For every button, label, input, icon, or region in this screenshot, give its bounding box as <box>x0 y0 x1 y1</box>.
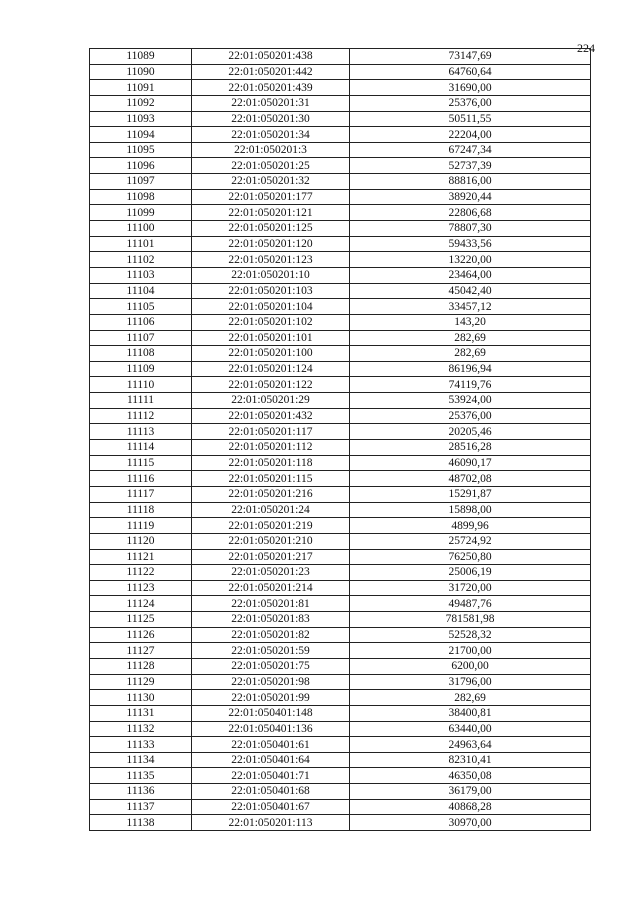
row-number-cell: 11089 <box>90 49 192 65</box>
table-row <box>90 95 591 111</box>
table-row <box>90 377 591 393</box>
cadastral-value-cell: 25724,92 <box>350 533 591 549</box>
cadastral-value-cell: 40868,28 <box>350 799 591 815</box>
cadastral-value-cell: 21700,00 <box>350 643 591 659</box>
row-number-cell: 11093 <box>90 111 192 127</box>
table-row <box>90 721 591 737</box>
row-number-cell: 11107 <box>90 330 192 346</box>
table-row <box>90 80 591 96</box>
cadastral-value-cell: 15898,00 <box>350 502 591 518</box>
table-row <box>90 330 591 346</box>
cadastral-number-cell: 22:01:050401:68 <box>192 784 350 800</box>
cadastral-number-cell: 22:01:050401:67 <box>192 799 350 815</box>
table-row <box>90 612 591 628</box>
row-number-cell: 11091 <box>90 80 192 96</box>
table-row <box>90 518 591 534</box>
table-row <box>90 361 591 377</box>
cadastral-value-cell: 22204,00 <box>350 127 591 143</box>
row-number-cell: 11123 <box>90 580 192 596</box>
row-number-cell: 11095 <box>90 142 192 158</box>
table-row <box>90 267 591 283</box>
cadastral-value-cell: 63440,00 <box>350 721 591 737</box>
table-row <box>90 549 591 565</box>
table-body <box>90 49 591 831</box>
table-row <box>90 674 591 690</box>
cadastral-value-cell: 282,69 <box>350 330 591 346</box>
cadastral-number-cell: 22:01:050201:432 <box>192 408 350 424</box>
table-row <box>90 737 591 753</box>
table-row <box>90 799 591 815</box>
cadastral-value-cell: 38400,81 <box>350 705 591 721</box>
table-row <box>90 784 591 800</box>
cadastral-value-cell: 49487,76 <box>350 596 591 612</box>
cadastral-number-cell: 22:01:050201:210 <box>192 533 350 549</box>
cadastral-value-cell: 25006,19 <box>350 565 591 581</box>
cadastral-number-cell: 22:01:050201:59 <box>192 643 350 659</box>
row-number-cell: 11136 <box>90 784 192 800</box>
table-row <box>90 580 591 596</box>
row-number-cell: 11135 <box>90 768 192 784</box>
cadastral-number-cell: 22:01:050201:123 <box>192 252 350 268</box>
cadastral-value-cell: 28516,28 <box>350 440 591 456</box>
cadastral-number-cell: 22:01:050201:121 <box>192 205 350 221</box>
cadastral-number-cell: 22:01:050201:29 <box>192 393 350 409</box>
table-row <box>90 111 591 127</box>
cadastral-value-cell: 76250,80 <box>350 549 591 565</box>
row-number-cell: 11109 <box>90 361 192 377</box>
cadastral-value-cell: 282,69 <box>350 346 591 362</box>
table-row <box>90 299 591 315</box>
row-number-cell: 11114 <box>90 440 192 456</box>
row-number-cell: 11115 <box>90 455 192 471</box>
table-row <box>90 643 591 659</box>
cadastral-value-cell: 59433,56 <box>350 236 591 252</box>
table-row <box>90 705 591 721</box>
row-number-cell: 11112 <box>90 408 192 424</box>
cadastral-value-cell: 64760,64 <box>350 64 591 80</box>
cadastral-value-table <box>89 48 591 831</box>
cadastral-number-cell: 22:01:050201:100 <box>192 346 350 362</box>
cadastral-number-cell: 22:01:050201:98 <box>192 674 350 690</box>
cadastral-number-cell: 22:01:050201:24 <box>192 502 350 518</box>
table-row <box>90 486 591 502</box>
table-row <box>90 408 591 424</box>
cadastral-value-cell: 50511,55 <box>350 111 591 127</box>
cadastral-value-cell: 781581,98 <box>350 612 591 628</box>
cadastral-number-cell: 22:01:050201:34 <box>192 127 350 143</box>
cadastral-value-cell: 82310,41 <box>350 752 591 768</box>
row-number-cell: 11108 <box>90 346 192 362</box>
table-row <box>90 596 591 612</box>
table-row <box>90 252 591 268</box>
table-row <box>90 393 591 409</box>
table-row <box>90 221 591 237</box>
table-row <box>90 752 591 768</box>
row-number-cell: 11119 <box>90 518 192 534</box>
row-number-cell: 11138 <box>90 815 192 831</box>
row-number-cell: 11104 <box>90 283 192 299</box>
row-number-cell: 11113 <box>90 424 192 440</box>
row-number-cell: 11110 <box>90 377 192 393</box>
table-row <box>90 142 591 158</box>
cadastral-number-cell: 22:01:050201:32 <box>192 174 350 190</box>
row-number-cell: 11120 <box>90 533 192 549</box>
cadastral-number-cell: 22:01:050201:115 <box>192 471 350 487</box>
table-row <box>90 189 591 205</box>
row-number-cell: 11128 <box>90 658 192 674</box>
cadastral-number-cell: 22:01:050201:25 <box>192 158 350 174</box>
cadastral-number-cell: 22:01:050201:122 <box>192 377 350 393</box>
cadastral-number-cell: 22:01:050201:219 <box>192 518 350 534</box>
table-row <box>90 815 591 831</box>
cadastral-value-cell: 23464,00 <box>350 267 591 283</box>
cadastral-value-cell: 67247,34 <box>350 142 591 158</box>
row-number-cell: 11111 <box>90 393 192 409</box>
table-row <box>90 502 591 518</box>
cadastral-value-cell: 86196,94 <box>350 361 591 377</box>
row-number-cell: 11105 <box>90 299 192 315</box>
cadastral-number-cell: 22:01:050201:82 <box>192 627 350 643</box>
cadastral-value-cell: 31690,00 <box>350 80 591 96</box>
row-number-cell: 11118 <box>90 502 192 518</box>
cadastral-value-cell: 52737,39 <box>350 158 591 174</box>
cadastral-value-cell: 15291,87 <box>350 486 591 502</box>
cadastral-value-cell: 25376,00 <box>350 408 591 424</box>
row-number-cell: 11126 <box>90 627 192 643</box>
row-number-cell: 11131 <box>90 705 192 721</box>
row-number-cell: 11124 <box>90 596 192 612</box>
cadastral-value-cell: 282,69 <box>350 690 591 706</box>
row-number-cell: 11098 <box>90 189 192 205</box>
cadastral-number-cell: 22:01:050201:442 <box>192 64 350 80</box>
cadastral-number-cell: 22:01:050401:71 <box>192 768 350 784</box>
cadastral-value-cell: 38920,44 <box>350 189 591 205</box>
cadastral-number-cell: 22:01:050201:30 <box>192 111 350 127</box>
cadastral-number-cell: 22:01:050201:101 <box>192 330 350 346</box>
cadastral-number-cell: 22:01:050201:99 <box>192 690 350 706</box>
cadastral-value-cell: 20205,46 <box>350 424 591 440</box>
cadastral-number-cell: 22:01:050201:104 <box>192 299 350 315</box>
row-number-cell: 11133 <box>90 737 192 753</box>
cadastral-number-cell: 22:01:050201:102 <box>192 314 350 330</box>
cadastral-value-cell: 22806,68 <box>350 205 591 221</box>
table-row <box>90 565 591 581</box>
cadastral-value-cell: 4899,96 <box>350 518 591 534</box>
row-number-cell: 11090 <box>90 64 192 80</box>
cadastral-value-cell: 46350,08 <box>350 768 591 784</box>
cadastral-number-cell: 22:01:050201:217 <box>192 549 350 565</box>
cadastral-value-cell: 53924,00 <box>350 393 591 409</box>
table-row <box>90 627 591 643</box>
cadastral-number-cell: 22:01:050201:118 <box>192 455 350 471</box>
table-row <box>90 346 591 362</box>
row-number-cell: 11092 <box>90 95 192 111</box>
cadastral-number-cell: 22:01:050401:61 <box>192 737 350 753</box>
row-number-cell: 11125 <box>90 612 192 628</box>
cadastral-value-cell: 48702,08 <box>350 471 591 487</box>
table-row <box>90 690 591 706</box>
table-row <box>90 471 591 487</box>
cadastral-number-cell: 22:01:050201:439 <box>192 80 350 96</box>
cadastral-value-cell: 88816,00 <box>350 174 591 190</box>
table-row <box>90 440 591 456</box>
table-row <box>90 158 591 174</box>
cadastral-value-cell: 33457,12 <box>350 299 591 315</box>
table-row <box>90 49 591 65</box>
table-row <box>90 283 591 299</box>
table-row <box>90 424 591 440</box>
table-row <box>90 174 591 190</box>
table-row <box>90 64 591 80</box>
cadastral-value-cell: 31720,00 <box>350 580 591 596</box>
cadastral-number-cell: 22:01:050201:120 <box>192 236 350 252</box>
cadastral-number-cell: 22:01:050201:216 <box>192 486 350 502</box>
cadastral-value-cell: 143,20 <box>350 314 591 330</box>
cadastral-value-cell: 25376,00 <box>350 95 591 111</box>
table-row <box>90 768 591 784</box>
cadastral-number-cell: 22:01:050201:23 <box>192 565 350 581</box>
row-number-cell: 11100 <box>90 221 192 237</box>
table-row <box>90 127 591 143</box>
cadastral-number-cell: 22:01:050201:103 <box>192 283 350 299</box>
table-row <box>90 658 591 674</box>
cadastral-value-cell: 52528,32 <box>350 627 591 643</box>
cadastral-number-cell: 22:01:050201:75 <box>192 658 350 674</box>
row-number-cell: 11103 <box>90 267 192 283</box>
cadastral-value-cell: 30970,00 <box>350 815 591 831</box>
row-number-cell: 11122 <box>90 565 192 581</box>
cadastral-number-cell: 22:01:050201:125 <box>192 221 350 237</box>
cadastral-value-cell: 78807,30 <box>350 221 591 237</box>
table-row <box>90 314 591 330</box>
cadastral-number-cell: 22:01:050201:117 <box>192 424 350 440</box>
table-row <box>90 205 591 221</box>
table-row <box>90 533 591 549</box>
cadastral-number-cell: 22:01:050201:112 <box>192 440 350 456</box>
row-number-cell: 11132 <box>90 721 192 737</box>
cadastral-number-cell: 22:01:050201:81 <box>192 596 350 612</box>
row-number-cell: 11116 <box>90 471 192 487</box>
row-number-cell: 11102 <box>90 252 192 268</box>
cadastral-number-cell: 22:01:050201:31 <box>192 95 350 111</box>
page-number: 224 <box>577 41 595 55</box>
cadastral-number-cell: 22:01:050201:124 <box>192 361 350 377</box>
cadastral-value-cell: 13220,00 <box>350 252 591 268</box>
row-number-cell: 11121 <box>90 549 192 565</box>
cadastral-number-cell: 22:01:050201:113 <box>192 815 350 831</box>
cadastral-value-cell: 74119,76 <box>350 377 591 393</box>
cadastral-number-cell: 22:01:050201:3 <box>192 142 350 158</box>
cadastral-value-cell: 24963,64 <box>350 737 591 753</box>
row-number-cell: 11134 <box>90 752 192 768</box>
row-number-cell: 11117 <box>90 486 192 502</box>
row-number-cell: 11127 <box>90 643 192 659</box>
cadastral-value-cell: 36179,00 <box>350 784 591 800</box>
cadastral-value-cell: 6200,00 <box>350 658 591 674</box>
cadastral-value-cell: 31796,00 <box>350 674 591 690</box>
row-number-cell: 11129 <box>90 674 192 690</box>
cadastral-number-cell: 22:01:050201:83 <box>192 612 350 628</box>
row-number-cell: 11106 <box>90 314 192 330</box>
cadastral-number-cell: 22:01:050201:438 <box>192 49 350 65</box>
row-number-cell: 11096 <box>90 158 192 174</box>
table-row <box>90 455 591 471</box>
row-number-cell: 11099 <box>90 205 192 221</box>
row-number-cell: 11137 <box>90 799 192 815</box>
row-number-cell: 11094 <box>90 127 192 143</box>
cadastral-number-cell: 22:01:050401:136 <box>192 721 350 737</box>
cadastral-number-cell: 22:01:050201:214 <box>192 580 350 596</box>
row-number-cell: 11130 <box>90 690 192 706</box>
table-row <box>90 236 591 252</box>
cadastral-number-cell: 22:01:050401:148 <box>192 705 350 721</box>
cadastral-value-cell: 46090,17 <box>350 455 591 471</box>
cadastral-value-cell: 73147,69 <box>350 49 591 65</box>
row-number-cell: 11101 <box>90 236 192 252</box>
cadastral-value-cell: 45042,40 <box>350 283 591 299</box>
cadastral-number-cell: 22:01:050401:64 <box>192 752 350 768</box>
cadastral-number-cell: 22:01:050201:10 <box>192 267 350 283</box>
row-number-cell: 11097 <box>90 174 192 190</box>
cadastral-number-cell: 22:01:050201:177 <box>192 189 350 205</box>
